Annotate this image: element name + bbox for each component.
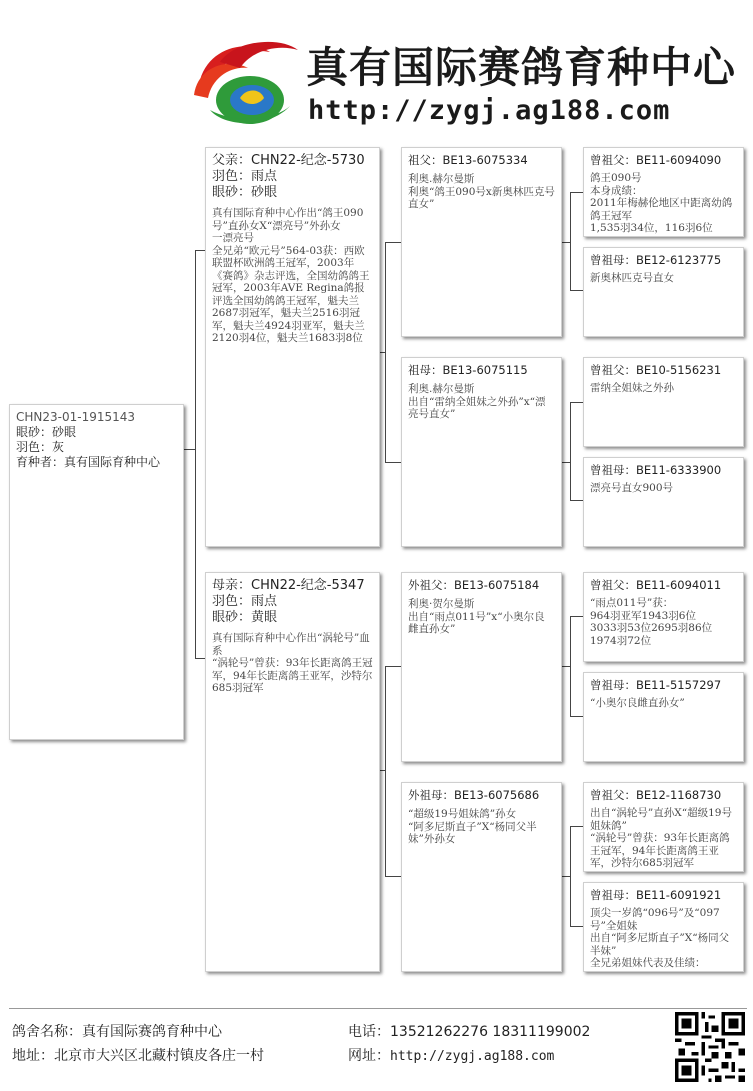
connector-line — [570, 192, 583, 193]
connector-line — [570, 826, 571, 927]
connector-line — [570, 290, 583, 291]
great-grandparent-title: 曾祖母：BE11-5157297 — [590, 678, 722, 692]
mother-eye: 眼砂：黄眼 — [212, 610, 278, 625]
connector-line — [570, 716, 583, 717]
maternal-grandfather-title: 外祖父：BE13-6075184 — [408, 578, 540, 592]
great-grandparent-note: 2011年梅赫伦地区中距离幼鸽鸽王冠军 — [590, 197, 733, 222]
father-note: 全兄弟“欧元号”564-03获：西欧联盟杯欧洲鸽王冠军，2003年《赛鸽》杂志评选，全国幼鸽鸽王冠军，2003年AVE Regina鸽报评选全国幼鸽鸽王冠军，魁夫兰2687羽冠军，魁夫兰2516羽冠军，魁夫兰4924羽亚军，魁夫兰2120羽4位，魁夫兰1683羽8位 — [212, 244, 370, 344]
paternal-grandfather-note: 利奥“鸽王090号x新奥林匹克号直女” — [408, 185, 555, 210]
subject-card — [9, 404, 184, 740]
great-grandparent-card — [583, 147, 744, 237]
great-grandparent-note: “小奥尔良雌直孙女” — [590, 697, 685, 709]
great-grandparent-note: 3033羽53位2695羽86位 — [590, 622, 713, 634]
connector-line — [385, 666, 386, 877]
paternal-grandfather-title: 祖父：BE13-6075334 — [408, 153, 528, 167]
footer-phone-label: 电话： — [348, 1024, 390, 1040]
connector-line — [570, 616, 583, 617]
maternal-grandfather-note: 利奥·贺尔曼斯 — [408, 598, 475, 610]
connector-line — [570, 192, 571, 291]
mother-note: “涡轮号”曾获：93年长距离鸽王冠军，94年长距离鸽王亚军，沙特尔685羽冠军 — [212, 657, 373, 694]
great-grandparent-title: 曾祖父：BE12-1168730 — [590, 788, 722, 802]
father-note: 一漂亮号 — [212, 232, 254, 244]
brand-url: http://zygj.ag188.com — [308, 95, 671, 126]
great-grandparent-title: 曾祖父：BE11-6094090 — [590, 153, 722, 167]
connector-line — [561, 462, 570, 463]
maternal-grandmother-note: “阿多尼斯直子”X“杨同父半妹”外孙女 — [408, 820, 537, 845]
maternal-grandmother-title: 外祖母：BE13-6075686 — [408, 788, 540, 802]
maternal-grandfather-note: 出自“雨点011号”x“小奥尔良雌直孙女” — [408, 610, 545, 635]
great-grandparent-note: 出自“涡轮号”直孙X“超级19号姐妹鸽” — [590, 807, 732, 832]
connector-line — [570, 616, 571, 717]
great-grandparent-title: 曾祖父：BE10-5156231 — [590, 363, 722, 377]
great-grandparent-note: 新奥林匹克号直女 — [590, 272, 674, 284]
brand-logo — [190, 40, 302, 128]
subject-eye: 眼砂：砂眼 — [16, 425, 77, 439]
paternal-grandmother-title: 祖母：BE13-6075115 — [408, 363, 528, 377]
great-grandparent-note: “雨点011号”获： — [590, 597, 674, 609]
maternal-grandmother-note: “超级19号姐妹鸽”孙女 — [408, 808, 517, 820]
footer-web-value[interactable]: http://zygj.ag188.com — [390, 1049, 555, 1064]
subject-ring-number: CHN23-01-1915143 — [16, 410, 136, 424]
footer-phone-value: 13521262276 18311199002 — [390, 1024, 591, 1040]
connector-line — [385, 242, 401, 243]
great-grandparent-card — [583, 457, 744, 547]
connector-line — [183, 449, 195, 450]
great-grandparent-note: 出自“阿多尼斯直子”X“杨同父半妹” — [590, 932, 730, 957]
mother-ring-number: 母亲：CHN22-纪念-5347 — [212, 578, 365, 593]
great-grandparent-card — [583, 357, 744, 447]
great-grandparent-note: 1,535羽34位，116羽6位 — [590, 222, 713, 234]
great-grandparent-title: 曾祖母：BE11-6333900 — [590, 463, 722, 477]
connector-line — [385, 242, 386, 463]
connector-line — [570, 826, 583, 827]
footer-divider — [9, 1008, 747, 1009]
footer-phone — [348, 1021, 590, 1041]
father-card — [205, 147, 380, 547]
paternal-grandfather-note: 利奥.赫尔曼斯 — [408, 173, 475, 185]
father-color: 羽色：雨点 — [212, 169, 278, 184]
footer-address-value: 北京市大兴区北藏村镇皮各庄一村 — [54, 1048, 264, 1064]
connector-line — [195, 658, 205, 659]
connector-line — [570, 402, 571, 501]
connector-line — [195, 250, 196, 659]
great-grandparent-card — [583, 672, 744, 762]
connector-line — [385, 876, 401, 877]
footer-address — [12, 1045, 264, 1065]
footer-address-label: 地址： — [12, 1048, 54, 1064]
paternal-grandfather-card — [401, 147, 562, 337]
footer-loft-value: 真有国际赛鸽育种中心 — [82, 1024, 222, 1040]
mother-color: 羽色：雨点 — [212, 594, 278, 609]
great-grandparent-note: 鸽王090号 — [590, 172, 642, 184]
great-grandparent-note: 全兄弟姐妹代表及佳绩： — [590, 957, 706, 969]
great-grandparent-title: 曾祖母：BE11-6091921 — [590, 888, 722, 902]
father-eye: 眼砂：砂眼 — [212, 185, 278, 200]
great-grandparent-note: 本身成绩： — [590, 184, 643, 197]
great-grandparent-note: 964羽亚军1943羽6位 — [590, 609, 696, 622]
father-ring-number: 父亲：CHN22-纪念-5730 — [212, 153, 365, 168]
great-grandparent-title: 曾祖母：BE12-6123775 — [590, 253, 722, 267]
great-grandparent-title: 曾祖父：BE11-6094011 — [590, 578, 722, 592]
paternal-grandmother-card — [401, 357, 562, 547]
brand-title: 真有国际赛鸽育种中心 — [306, 43, 737, 92]
maternal-grandmother-card — [401, 782, 562, 972]
paternal-grandmother-note: 利奥.赫尔曼斯 — [408, 383, 475, 395]
qr-code-icon — [675, 1012, 745, 1082]
mother-card — [205, 572, 380, 972]
connector-line — [385, 666, 401, 667]
connector-line — [561, 242, 570, 243]
footer-web — [348, 1045, 554, 1065]
maternal-grandfather-card — [401, 572, 562, 762]
subject-breeder: 育种者：真有国际育种中心 — [16, 455, 161, 469]
connector-line — [570, 926, 583, 927]
connector-line — [570, 402, 583, 403]
mother-note: 真有国际育种中心作出“涡轮号”血系 — [212, 632, 370, 657]
footer-loft-label: 鸽舍名称： — [12, 1024, 82, 1040]
great-grandparent-note: 1974羽72位 — [590, 634, 652, 647]
connector-line — [561, 666, 570, 667]
great-grandparent-card — [583, 882, 744, 972]
footer-loft — [12, 1021, 222, 1041]
great-grandparent-note: 雷纳全姐妹之外孙 — [590, 382, 674, 394]
great-grandparent-card — [583, 247, 744, 337]
connector-line — [570, 500, 583, 501]
great-grandparent-note: 顶尖一岁鸽“096号”及“097号”全姐妹 — [590, 907, 720, 932]
great-grandparent-note: “涡轮号”曾获：93年长距离鸽王冠军，94年长距离鸽王亚军，沙特尔685羽冠军 — [590, 832, 730, 869]
great-grandparent-card — [583, 782, 744, 872]
great-grandparent-card — [583, 572, 744, 662]
subject-color: 羽色：灰 — [16, 440, 65, 454]
connector-line — [561, 876, 570, 877]
father-note: 真有国际育种中心作出“鸽王090号”直孙女X“漂亮号”外孙女 — [212, 207, 364, 232]
great-grandparent-note: 漂亮号直女900号 — [590, 482, 674, 494]
connector-line — [385, 462, 401, 463]
footer-web-label: 网址： — [348, 1048, 390, 1064]
connector-line — [195, 250, 205, 251]
paternal-grandmother-note: 出自“雷纳全姐妹之外孙”x“漂亮号直女” — [408, 395, 546, 420]
